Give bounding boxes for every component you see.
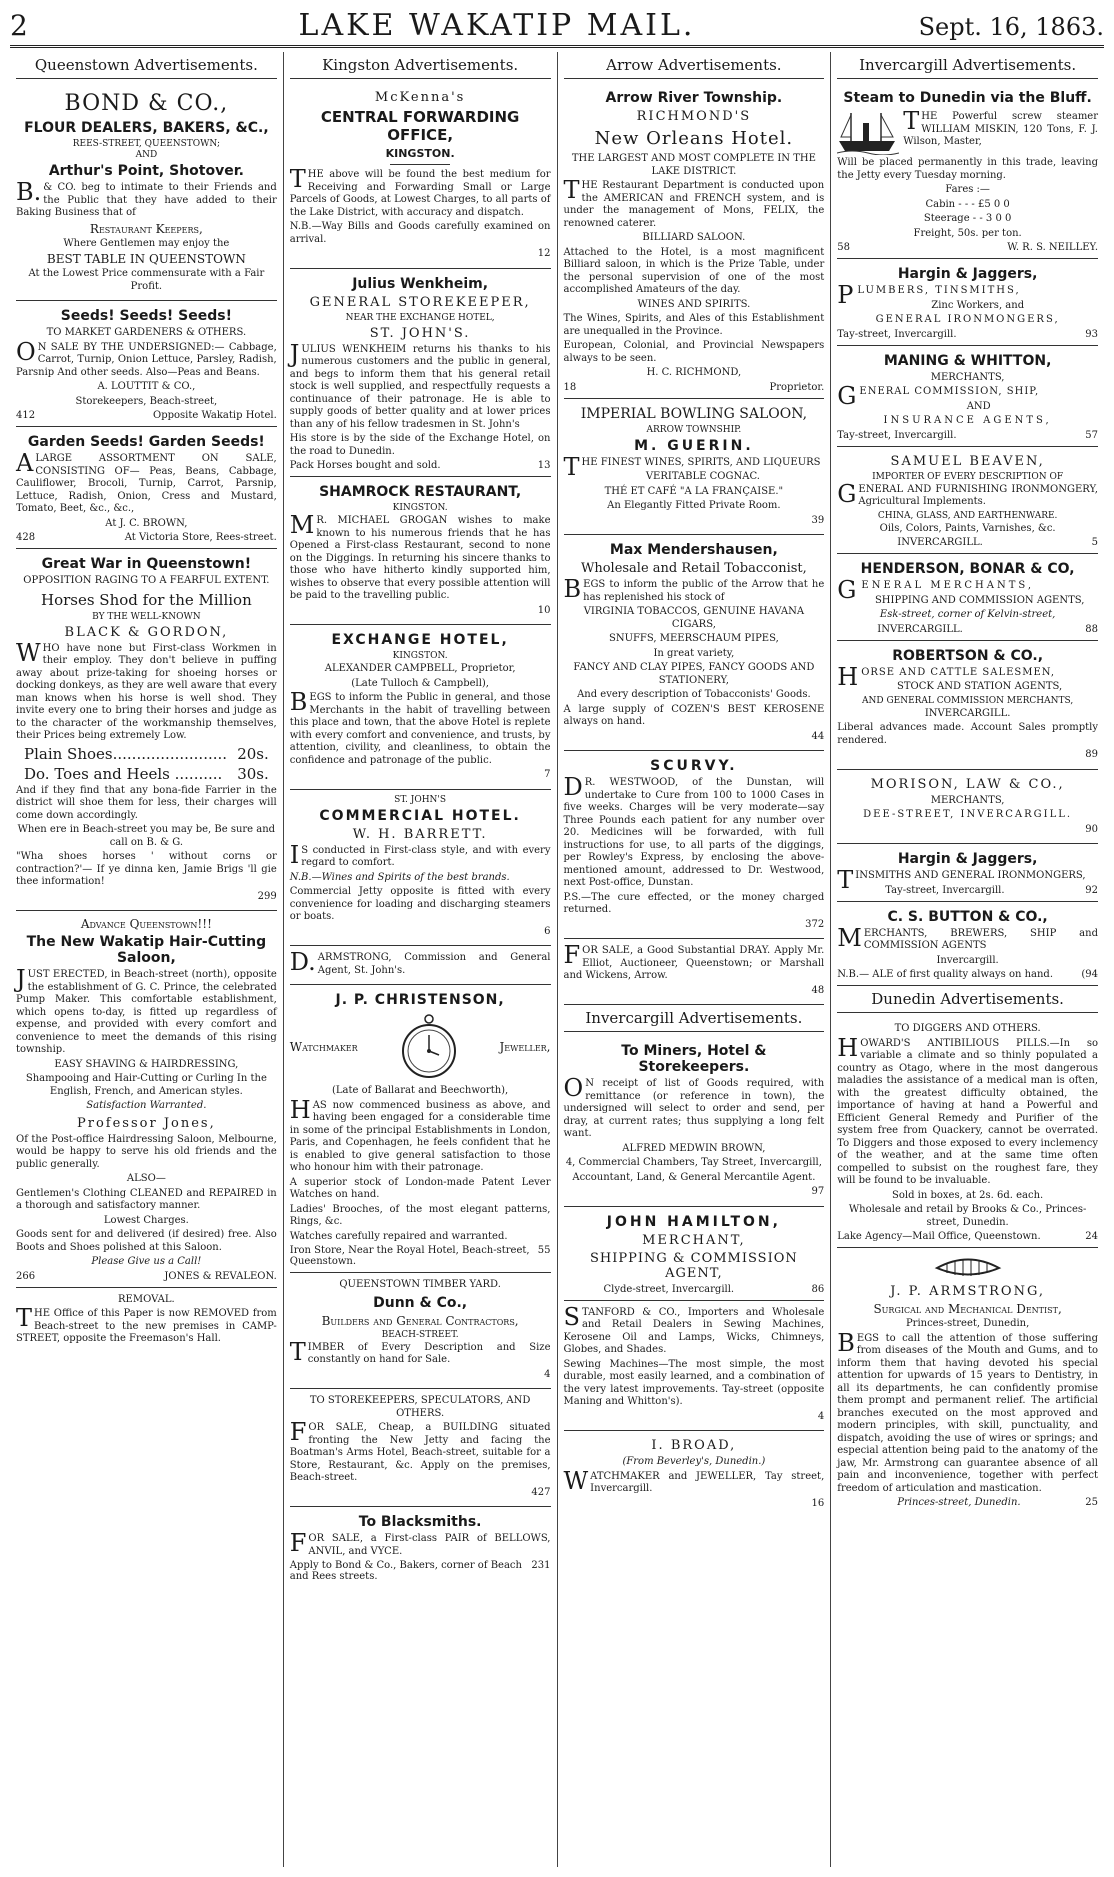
ad-line: INVERCARGILL. bbox=[924, 707, 1011, 719]
ad-title: TO DIGGERS AND OTHERS. bbox=[894, 1023, 1041, 1034]
ad-howard-pills bbox=[837, 1017, 1098, 1248]
ad-line: Restaurant Keepers, bbox=[89, 221, 203, 236]
ad-body: MERCHANTS, BREWERS, SHIP and COMMISSION AGENTS bbox=[837, 923, 1098, 952]
ad-line: At Victoria Store, Rees-street. bbox=[124, 532, 277, 543]
ad-line: Wholesale and Retail Tobacconist, bbox=[580, 561, 807, 576]
ad-line: Tay-street, Invercargill. bbox=[885, 884, 1005, 896]
ad-address: REES-STREET, QUEENSTOWN; bbox=[72, 139, 221, 149]
ad-line: WINES AND SPIRITS. bbox=[637, 298, 751, 310]
ad-signature: At J. C. BROWN, bbox=[105, 517, 188, 529]
ad-body: ALARGE ASSORTMENT ON SALE, CONSISTING OF— Peas, Beans, Cabbage, Cauliflower, Brocoli, Turnip, Carrot, Parsnip, Lettuce, Radish, Onion, Cress and Mustard, Tomato, Beet, &c., &c., bbox=[16, 449, 277, 514]
ad-line: NEAR THE EXCHANGE HOTEL, bbox=[345, 312, 495, 323]
ad-title: TO STOREKEEPERS, SPECULATORS, AND OTHERS. bbox=[309, 1395, 531, 1419]
ad-line: Opposite Wakatip Hotel. bbox=[153, 410, 277, 421]
ad-line: Esk-street, corner of Kelvin-street, bbox=[879, 609, 1056, 620]
section-header: Kingston Advertisements. bbox=[290, 52, 551, 79]
ad-beaven bbox=[837, 447, 1098, 555]
ad-key-number: 299 bbox=[257, 890, 277, 902]
ad-body: WHO have none but First-class Workmen in their employ. They don't believe in puffing away about prize-taking for shoeing horses or docking donkeys, as they are well aware that every man knows when his horse is well shod. They invite every one to bring their horses and judge as to the character of the workmanship themselves, their Prices being extremely Low. bbox=[16, 638, 277, 741]
ad-removal bbox=[16, 1288, 277, 1353]
ad-line: Tay-street, Invercargill. bbox=[837, 328, 957, 340]
ad-line: Clyde-street, Invercargill. bbox=[603, 1283, 735, 1295]
ad-line: Shampooing and Hair-Cutting or Curling In the English, French, and American styles. bbox=[25, 1073, 267, 1097]
ad-title: ROBERTSON & CO., bbox=[892, 647, 1044, 664]
section-header: Queenstown Advertisements. bbox=[16, 52, 277, 79]
ad-line: Watchmaker bbox=[289, 1040, 358, 1054]
ad-body: FOR SALE, a Good Substantial DRAY. Apply Mr. Elliot, Auctioneer, Queenstown; or Marshall and Wickens, Arrow. bbox=[563, 941, 825, 981]
ad-body: THE FINEST WINES, SPIRITS, AND LIQUEURS bbox=[563, 452, 821, 481]
section-header: Dunedin Advertisements. bbox=[837, 986, 1098, 1013]
ad-title: REMOVAL. bbox=[118, 1293, 175, 1305]
ad-storekeepers bbox=[290, 1389, 551, 1507]
ad-line: ALSO— bbox=[126, 1173, 166, 1184]
ad-title: EXCHANGE HOTEL, bbox=[331, 632, 509, 648]
ad-line: M. GUERIN. bbox=[634, 437, 754, 454]
ad-line: W. H. BARRETT. bbox=[352, 826, 488, 842]
ad-line: Satisfaction Warranted. bbox=[86, 1100, 207, 1111]
ad-body: THE above will be found the best medium for Receiving and Forwarding Small or Large Parcels of Goods, at Lowest Charges, to all parts of the Lake District, with accuracy and dispatch. bbox=[289, 165, 551, 218]
column-invercargill bbox=[831, 52, 1104, 1867]
ad-signature: H. C. RICHMOND, bbox=[646, 367, 742, 378]
ad-title: MORISON, LAW & CO., bbox=[870, 776, 1065, 792]
ad-button bbox=[837, 902, 1098, 987]
ad-line: AND bbox=[966, 400, 991, 412]
ad-key-number: 93 bbox=[1085, 328, 1098, 340]
dentures-icon bbox=[933, 1255, 1003, 1281]
ad-robertson bbox=[837, 641, 1098, 770]
ad-body: D.ARMSTRONG, Commission and General Agent, St. John's. bbox=[289, 948, 551, 976]
page-number: 2 bbox=[10, 9, 28, 42]
ad-line: MERCHANTS, bbox=[930, 371, 1005, 383]
ad-hamilton bbox=[564, 1207, 825, 1301]
ad-line: IMPORTER OF EVERY DESCRIPTION OF bbox=[872, 471, 1064, 482]
ad-body: A large supply of COZEN'S BEST KEROSENE always on hand. bbox=[563, 703, 825, 727]
ad-line: Oils, Colors, Paints, Varnishes, &c. bbox=[879, 522, 1056, 534]
ad-body: Watches carefully repaired and warranted. bbox=[289, 1230, 508, 1242]
ad-line: McKenna's bbox=[374, 90, 466, 105]
ad-dray bbox=[564, 939, 825, 1005]
ad-stanford bbox=[564, 1301, 825, 1432]
ad-line: STOCK AND STATION AGENTS, bbox=[897, 681, 1063, 692]
ad-line: Fares :— bbox=[945, 184, 990, 195]
ad-line: Invercargill. bbox=[936, 954, 999, 966]
ad-line: ST. JOHN'S bbox=[394, 794, 447, 805]
ad-line: An Elegantly Fitted Private Room. bbox=[607, 500, 781, 511]
ad-title: COMMERCIAL HOTEL. bbox=[319, 807, 521, 824]
ad-line: Surgical and Mechanical Dentist, bbox=[873, 1302, 1062, 1316]
ad-henderson bbox=[837, 554, 1098, 641]
ad-blacksmiths bbox=[290, 1507, 551, 1587]
ad-line: BLACK & GORDON, bbox=[64, 624, 229, 640]
ad-body: PLUMBERS, TINSMITHS, bbox=[837, 281, 1021, 309]
ad-steamer bbox=[837, 83, 1098, 259]
ad-body: THE Restaurant Department is conducted upon the AMERICAN and FRENCH system, and is under the management of Mons, FELIX, the renowned caterer. bbox=[563, 176, 825, 229]
ad-body: FOR SALE, Cheap, a BUILDING situated fronting the New Jetty and facing the Boatman's Arms Hotel, Beach-street, suitable for a Store, Restaurant, &c. Apply on the premises, Beach-street. bbox=[289, 1418, 551, 1483]
ad-key-number: 10 bbox=[537, 604, 551, 616]
ad-signature: JONES & REVALEON. bbox=[164, 1270, 277, 1282]
section-header: Invercargill Advertisements. bbox=[837, 52, 1098, 79]
ad-line: INSURANCE AGENTS, bbox=[883, 415, 1052, 426]
ad-broad bbox=[564, 1431, 825, 1517]
ad-line: BEACH-STREET. bbox=[381, 1329, 459, 1340]
ad-line: BILLIARD SALOON. bbox=[642, 232, 746, 243]
ad-miners bbox=[564, 1036, 825, 1207]
ad-line: Proprietor. bbox=[769, 381, 825, 393]
ad-body: Gentlemen's Clothing CLEANED and REPAIRED in a thorough and satisfactory manner. bbox=[16, 1187, 277, 1211]
ad-shamrock bbox=[290, 477, 551, 625]
ad-title: JOHN HAMILTON, bbox=[606, 1213, 781, 1230]
ad-line: Jeweller, bbox=[499, 1040, 551, 1054]
column-kingston bbox=[284, 52, 558, 1867]
ad-key-number: 89 bbox=[1085, 749, 1098, 760]
ad-maning-whitton bbox=[837, 346, 1098, 447]
ad-key-number: 428 bbox=[16, 532, 36, 543]
ad-title: To Blacksmiths. bbox=[358, 1514, 482, 1530]
ad-line: INVERCARGILL. bbox=[897, 537, 983, 548]
ad-body: WATCHMAKER and JEWELLER, Tay street, Invercargill. bbox=[563, 1466, 825, 1495]
ad-line: Horses Shod for the Million bbox=[40, 590, 252, 609]
ad-body: A superior stock of London-made Patent Lever Watches on hand. bbox=[289, 1176, 551, 1200]
ad-body: N.B.—Wines and Spirits of the best brands. bbox=[289, 871, 510, 883]
ad-line: Freight, 50s. per ton. bbox=[913, 227, 1022, 239]
ad-title: Garden Seeds! Garden Seeds! bbox=[27, 434, 265, 450]
ad-title: HENDERSON, BONAR & CO, bbox=[860, 561, 1075, 577]
ad-key-number: 4 bbox=[817, 1410, 825, 1422]
ad-key-number: 16 bbox=[811, 1497, 825, 1509]
ad-body: GENERAL AND FURNISHING IRONMONGERY, Agricultural Implements. bbox=[837, 479, 1098, 508]
ad-body: STANFORD & CO., Importers and Wholesale and Retail Dealers in Sewing Machines, Kerosene Oil and Lamps, Wicks, Chimneys, Globes, and Shades. bbox=[563, 1302, 825, 1355]
column-arrow bbox=[558, 52, 832, 1867]
ad-signature: ALFRED MEDWIN BROWN, bbox=[622, 1142, 766, 1154]
ad-title: J. P. ARMSTRONG, bbox=[890, 1284, 1046, 1299]
ad-tobacconist bbox=[564, 535, 825, 751]
ad-body: TINSMITHS AND GENERAL IRONMONGERS, bbox=[837, 866, 1086, 894]
section-header: Arrow Advertisements. bbox=[564, 52, 825, 79]
ad-bond bbox=[16, 83, 277, 301]
ad-key-number: 86 bbox=[811, 1283, 825, 1295]
ad-line: KINGSTON. bbox=[392, 651, 448, 661]
ad-body: IS conducted in First-class style, and with every regard to comfort. bbox=[289, 840, 551, 869]
ad-line: Princes-street, Dunedin. bbox=[897, 1497, 1021, 1508]
ad-commercial-hotel bbox=[290, 790, 551, 947]
ad-key-number: 39 bbox=[811, 514, 825, 526]
ad-line: DEE-STREET, INVERCARGILL. bbox=[863, 809, 1073, 820]
ad-title: Hargin & Jaggers, bbox=[897, 851, 1038, 867]
ad-bowling-saloon bbox=[564, 399, 825, 536]
ad-key-number: 25 bbox=[1085, 1497, 1098, 1508]
ad-line: CHINA, GLASS, AND EARTHENWARE. bbox=[877, 510, 1058, 521]
ad-body: P.S.—The cure effected, or the money charged returned. bbox=[563, 891, 825, 915]
ad-line: (Late Tulloch & Campbell), bbox=[351, 677, 489, 689]
ad-line: TO MARKET GARDENERS & OTHERS. bbox=[46, 327, 247, 338]
ad-line: BEST TABLE IN QUEENSTOWN bbox=[46, 252, 246, 266]
ad-dentist bbox=[837, 1248, 1098, 1513]
ad-key-number: 5 bbox=[1091, 537, 1098, 548]
ad-body: BEGS to call the attention of those suffering from diseases of the Mouth and Gums, and to inform them that having devoted his special attention for upwards of 15 years to Dentistry, in all its departments, he can confidently promise them prompt and permanent relief. The artificial branches executed on the most approved and modern principles, with skill, punctuality, and dispatch, avoiding the use of wires or springs; and especial attention being paid to the anatomy of the jaw, Mr. Armstrong can guarantee absence of all pain and inconvenience, together with perfect freedom of articulation and mastication. bbox=[837, 1328, 1098, 1494]
ad-line: (From Beverley's, Dunedin.) bbox=[622, 1456, 766, 1467]
ad-body: JULIUS WENKHEIM returns his thanks to his numerous customers and the public in general, and begs to inform them that his general retail stock is well supplied, and respectfully requests a continuance of their patronage. He is able to supply goods of better quality and at lower prices than any of his fellow tradesmen in St. John's bbox=[289, 339, 551, 430]
pocket-watch-icon bbox=[399, 1011, 459, 1083]
ad-line: KINGSTON. bbox=[392, 503, 448, 513]
ad-line: Wholesale and retail by Brooks & Co., Princes-street, Dunedin. bbox=[848, 1204, 1087, 1228]
ad-line: ARROW TOWNSHIP. bbox=[646, 424, 742, 435]
section-header: Invercargill Advertisements. bbox=[564, 1005, 825, 1032]
ad-line: Apply to Bond & Co., Bakers, corner of Beach and Rees streets. bbox=[289, 1560, 522, 1582]
ad-richmond bbox=[564, 83, 825, 399]
ad-line: Builders and General Contractors, bbox=[321, 1313, 519, 1328]
ad-line: MERCHANTS, bbox=[930, 794, 1005, 806]
ad-body: GENERAL MERCHANTS, bbox=[837, 576, 1035, 604]
ad-line: THÉ ET CAFÉ "A LA FRANÇAISE." bbox=[604, 485, 784, 497]
ad-signature: W. R. S. NEILLEY. bbox=[1007, 242, 1098, 253]
ad-body: Sewing Machines—The most simple, the most durable, most easily learned, and a combination of the very latest improvements. Tay-street (opposite Maning and Whitton's). bbox=[563, 1358, 825, 1407]
ad-title: I. BROAD, bbox=[651, 1438, 737, 1453]
ad-title: BOND & CO., bbox=[64, 91, 229, 116]
price-value: 30s. bbox=[237, 764, 269, 783]
ad-line: Lowest Charges. bbox=[103, 1214, 189, 1226]
ad-scurvy bbox=[564, 751, 825, 939]
ad-body: Goods sent for and delivered (if desired) free. Also Boots and Shoes polished at this Saloon. bbox=[16, 1229, 277, 1253]
ad-line: Princes-street, Dunedin, bbox=[905, 1318, 1030, 1329]
ad-body: HAS now commenced business as above, and having been engaged for a considerable time in some of the principal Establishments in London, Paris, and Copenhagen, he feels confident that he is enabled to give general satisfaction to those who honour him with their patronage. bbox=[289, 1095, 551, 1173]
ad-line: Accountant, Land, & General Mercantile Agent. bbox=[572, 1171, 816, 1183]
ad-line: GENERAL IRONMONGERS, bbox=[875, 314, 1060, 325]
ad-body: His store is by the side of the Exchange Hotel, on the road to Dunedin. bbox=[289, 433, 551, 457]
ad-body: N.B.—Way Bills and Goods carefully examined on arrival. bbox=[289, 221, 551, 245]
ad-line: 4, Commercial Chambers, Tay Street, Invercargill, bbox=[565, 1157, 822, 1168]
ad-line: FANCY AND CLAY PIPES, FANCY GOODS AND STATIONERY, bbox=[573, 662, 815, 686]
ad-body: Liberal advances made. Account Sales promptly rendered. bbox=[837, 722, 1098, 746]
ad-hair-cutting bbox=[16, 911, 277, 1288]
masthead bbox=[10, 0, 1104, 48]
ad-body: THE Powerful screw steamer WILLIAM MISKIN, 120 Tons, F. J. Wilson, Master, bbox=[903, 107, 1098, 147]
ad-title: SCURVY. bbox=[650, 758, 738, 774]
ad-title: SHAMROCK RESTAURANT, bbox=[319, 484, 522, 500]
ad-body: ON receipt of list of Goods required, with remittance (or reference in town), the undersigned will select to order and send, per dray, at current rates; thus supplying a long felt want. bbox=[563, 1074, 825, 1139]
ad-line: Sold in boxes, at 2s. 6d. each. bbox=[892, 1189, 1044, 1201]
ad-line: KINGSTON. bbox=[385, 147, 455, 160]
ad-body: And if they find that any bona-fide Farrier in the district will shoe them for less, their charges will come down accordingly. bbox=[16, 784, 277, 821]
ad-key-number: 58 bbox=[837, 242, 850, 253]
ad-body: The Wines, Spirits, and Ales of this Establishment are unequalled in the Province. bbox=[563, 313, 825, 337]
ad-body: JUST ERECTED, in Beach-street (north), opposite the establishment of G. C. Prince, the celebrated Pump Maker. This comfortable establishment, which opens to-day, is fitted up regardless of expense, and provided with every comfort and convenience to meet the demands of this rising township. bbox=[16, 965, 277, 1055]
ad-hargin-plumbers bbox=[837, 259, 1098, 346]
ad-key-number: 44 bbox=[811, 730, 825, 742]
ad-morison bbox=[837, 770, 1098, 845]
ad-body: Commercial Jetty opposite is fitted with every convenience for loading and discharging steamers or boats. bbox=[289, 886, 551, 922]
price-label: Plain Shoes........................ bbox=[24, 744, 228, 763]
ad-line: Advance Queenstown!!! bbox=[80, 917, 212, 931]
ad-key-number: 4 bbox=[544, 1368, 551, 1380]
ad-line: RICHMOND'S bbox=[636, 109, 752, 124]
ad-body: HOWARD'S ANTIBILIOUS PILLS.—In so variable a climate and so thinly populated a country as Otago, where in the most dangerous maladies the assistance of a medical man is often, with the greatest difficulty obtained, the importance of having at hand a Powerful and Efficient General Remedy and Purifier of the system free from Quackery, cannot be overrated. To Diggers and those exposed to every inclemency of the weather, and at the same time often compelled to subsist on the roughest fare, they will be found to be invaluable. bbox=[837, 1033, 1098, 1186]
ad-garden-seeds bbox=[16, 427, 277, 549]
ad-mckenna bbox=[290, 83, 551, 269]
ad-line: Where Gentlemen may enjoy the bbox=[63, 237, 230, 249]
ad-line: VIRGINIA TOBACCOS, GENUINE HAVANA CIGARS, bbox=[583, 606, 805, 630]
ad-key-number: 7 bbox=[544, 769, 551, 780]
ad-line: INVERCARGILL. bbox=[877, 623, 963, 635]
ad-line: SNUFFS, MEERSCHAUM PIPES, bbox=[608, 633, 779, 644]
ad-body: GENERAL COMMISSION, SHIP, bbox=[837, 382, 1040, 410]
ad-line: Lake Agency—Mail Office, Queenstown. bbox=[837, 1231, 1041, 1242]
ad-title: Steam to Dunedin via the Bluff. bbox=[843, 90, 1092, 106]
ad-title: IMPERIAL BOWLING SALOON, bbox=[580, 405, 808, 422]
ad-line: Zinc Workers, and bbox=[931, 299, 1025, 311]
ad-line: Pack Horses bought and sold. bbox=[289, 460, 441, 471]
ad-line: Arrow River Township. bbox=[605, 90, 783, 106]
ad-line: Iron Store, Near the Royal Hotel, Beach-street, Queenstown. bbox=[289, 1245, 530, 1267]
ad-key-number: 90 bbox=[1085, 823, 1098, 835]
issue-date: Sept. 16, 1863. bbox=[918, 13, 1104, 41]
price-value: 20s. bbox=[237, 744, 269, 763]
ad-line: Storekeepers, Beach-street, bbox=[75, 395, 218, 407]
ad-title: Max Mendershausen, bbox=[609, 542, 778, 558]
ad-wenkheim bbox=[290, 269, 551, 478]
ad-title: C. S. BUTTON & CO., bbox=[887, 908, 1048, 925]
ad-title: MANING & WHITTON, bbox=[883, 352, 1052, 369]
ad-line: SHIPPING AND COMMISSION AGENTS, bbox=[874, 594, 1085, 606]
ad-line: THE LARGEST AND MOST COMPLETE IN THE LAKE DISTRICT. bbox=[571, 153, 816, 177]
ad-title: Seeds! Seeds! Seeds! bbox=[60, 308, 232, 324]
ad-body: BEGS to inform the Public in general, and those Merchants in the habit of travelling between this place and town, that the above Hotel is replete with every comfort and convenience, and trusts, by attention, civility, and cleanliness, to obtain the confidence and patronage of the public. bbox=[289, 688, 551, 766]
ad-line: SHIPPING & COMMISSION AGENT, bbox=[590, 1250, 798, 1281]
ad-line: "Wha shoes horses ' without corns or contraction?'— If ye dinna ken, Jamie Brigs 'll gie thee information! bbox=[16, 851, 277, 887]
ad-key-number: 372 bbox=[805, 918, 825, 930]
price-label: Do. Toes and Heels .......... bbox=[24, 764, 223, 783]
ad-title: To Miners, Hotel & Storekeepers. bbox=[621, 1043, 767, 1075]
ad-title: New Orleans Hotel. bbox=[594, 128, 794, 149]
ad-key-number: 92 bbox=[1085, 884, 1098, 896]
ad-line: VERITABLE COGNAC. bbox=[645, 471, 760, 482]
ad-line: (Late of Ballarat and Beechworth), bbox=[332, 1085, 509, 1096]
ad-key-number: 6 bbox=[544, 925, 551, 937]
ad-hargin-tinsmiths bbox=[837, 844, 1098, 902]
ad-body: DR. WESTWOOD, of the Dunstan, will undertake to Cure from 100 to 1000 Cases in five weeks. Charges will be very moderate—say Three Pounds each patient for any number over 20. Medicines will be forwarded, with full instructions for use, to all parts of the diggings, per Rowley's Express, by enclosing the above-mentioned amount, addressed to Dr. Westwood, next Post-office, Dunstan. bbox=[563, 773, 825, 888]
ad-line: Please Give us a Call! bbox=[91, 1256, 202, 1267]
ad-title: Hargin & Jaggers, bbox=[897, 266, 1038, 282]
ad-subtitle: OPPOSITION RAGING TO A FEARFUL EXTENT. bbox=[23, 575, 270, 586]
ad-title: Julius Wenkheim, bbox=[352, 275, 489, 292]
ad-title: CENTRAL FORWARDING OFFICE, bbox=[320, 108, 520, 144]
ad-key-number: 88 bbox=[1085, 623, 1098, 635]
ad-body: FOR SALE, a First-class PAIR of BELLOWS, ANVIL, and VYCE. bbox=[289, 1529, 551, 1557]
ad-line: And every description of Tobacconists' Goods. bbox=[577, 689, 811, 700]
ad-line: AND GENERAL COMMISSION MERCHANTS, bbox=[862, 695, 1074, 706]
ad-line: Dunn & Co., bbox=[373, 1294, 468, 1311]
ad-great-war bbox=[16, 549, 277, 911]
ad-title: QUEENSTOWN TIMBER YARD. bbox=[339, 1279, 501, 1290]
ad-key-number: 48 bbox=[811, 984, 825, 996]
ad-key-number: 18 bbox=[563, 381, 577, 393]
ad-line: EASY SHAVING & HAIRDRESSING, bbox=[54, 1058, 239, 1070]
ad-title: Great War in Queenstown! bbox=[41, 556, 252, 572]
ad-line: Tay-street, Invercargill. bbox=[837, 429, 957, 441]
ad-line: In great variety, bbox=[653, 647, 735, 659]
ad-line: N.B.— ALE of first quality always on hand. bbox=[837, 969, 1054, 980]
ad-body: European, Colonial, and Provincial Newspapers always to be seen. bbox=[563, 340, 825, 364]
newspaper-title: LAKE WAKATIP MAIL. bbox=[298, 8, 696, 43]
fare-steerage: Steerage - - 3 0 0 bbox=[923, 213, 1012, 224]
ad-line: At the Lowest Price commensurate with a Fair Profit. bbox=[28, 268, 265, 292]
steamship-icon bbox=[837, 109, 899, 155]
ad-place: Arthur's Point, Shotover. bbox=[48, 163, 244, 179]
ad-body: HORSE AND CATTLE SALESMEN, bbox=[837, 662, 1056, 691]
ad-line: ALEXANDER CAMPBELL, Proprietor, bbox=[324, 663, 516, 674]
ad-body: BEGS to inform the public of the Arrow that he has replenished his stock of bbox=[563, 575, 825, 603]
ad-key-number: 427 bbox=[531, 1486, 551, 1498]
ad-key-number: 13 bbox=[537, 460, 551, 471]
ad-key-number: 57 bbox=[1085, 429, 1098, 441]
ad-line: BY THE WELL-KNOWN bbox=[92, 611, 201, 622]
column-queenstown bbox=[10, 52, 284, 1867]
ad-key-number: 412 bbox=[16, 410, 36, 421]
ad-key-number: (94 bbox=[1081, 969, 1098, 980]
ad-signature: A. LOUTTIT & CO., bbox=[97, 381, 196, 392]
ad-key-number: 231 bbox=[531, 1560, 551, 1571]
ad-title: SAMUEL BEAVEN, bbox=[890, 453, 1045, 469]
ad-key-number: 12 bbox=[537, 248, 551, 259]
ad-line: ST. JOHN'S. bbox=[369, 325, 471, 341]
ad-body: Of the Post-office Hairdressing Saloon, Melbourne, would be happy to serve his old friends and the public generally. bbox=[16, 1133, 277, 1170]
ad-body: ON SALE BY THE UNDERSIGNED:— Cabbage, Carrot, Turnip, Onion Lettuce, Parsley, Radish, Parsnip And other seeds. Also—Peas and Beans. bbox=[16, 337, 277, 378]
ad-body: Attached to the Hotel, is a most magnificent Billiard saloon, in which is the Prize Table, under the personal supervision of one of the most accomplished Amateurs of the day. bbox=[563, 246, 825, 295]
ad-subtitle: FLOUR DEALERS, BAKERS, &C., bbox=[24, 120, 269, 136]
ad-key-number: 24 bbox=[1085, 1231, 1098, 1242]
ad-body: MR. MICHAEL GROGAN wishes to make known to his numerous friends that he has Opened a First-class Restaurant, second to none on the Diggings. In returning his sincere thanks to those who have hitherto kindly supported him, wishes to observe that every possible attention will be paid to the travelling public. bbox=[289, 511, 551, 601]
fare-cabin: Cabin - - - £5 0 0 bbox=[925, 198, 1010, 210]
ad-key-number: 266 bbox=[16, 1270, 36, 1282]
ad-body: TIMBER of Every Description and Size constantly on hand for Sale. bbox=[289, 1337, 551, 1366]
ad-key-number: 97 bbox=[811, 1186, 825, 1197]
ad-timber-yard bbox=[290, 1273, 551, 1389]
ad-body: Will be placed permanently in this trade, leaving the Jetty every Tuesday morning. bbox=[837, 157, 1098, 181]
ad-line: When ere in Beach-street you may be, Be sure and call on B. & G. bbox=[17, 824, 276, 848]
ad-title: The New Wakatip Hair-Cutting Saloon, bbox=[26, 934, 267, 966]
ad-and: AND bbox=[135, 150, 158, 160]
ad-line: Professor Jones, bbox=[77, 1115, 216, 1131]
ad-body: Ladies' Brooches, of the most elegant patterns, Rings, &c. bbox=[289, 1203, 551, 1227]
ad-seeds bbox=[16, 301, 277, 427]
ad-line: GENERAL STOREKEEPER, bbox=[309, 294, 531, 310]
ad-exchange-hotel bbox=[290, 625, 551, 790]
ad-body: THE Office of this Paper is now REMOVED from Beach-street to the new premises in CAMP-STREET, opposite the Freemason's Hall. bbox=[16, 1304, 277, 1344]
ad-christenson bbox=[290, 985, 551, 1273]
ad-body: B.& CO. beg to intimate to their Friends and the Public that they have added to their Baking Business that of bbox=[16, 178, 277, 218]
ad-title: J. P. CHRISTENSON, bbox=[335, 992, 505, 1008]
ad-key-number: 55 bbox=[537, 1245, 551, 1256]
ad-line: MERCHANT, bbox=[642, 1232, 746, 1248]
ad-armstrong-agent bbox=[290, 946, 551, 985]
